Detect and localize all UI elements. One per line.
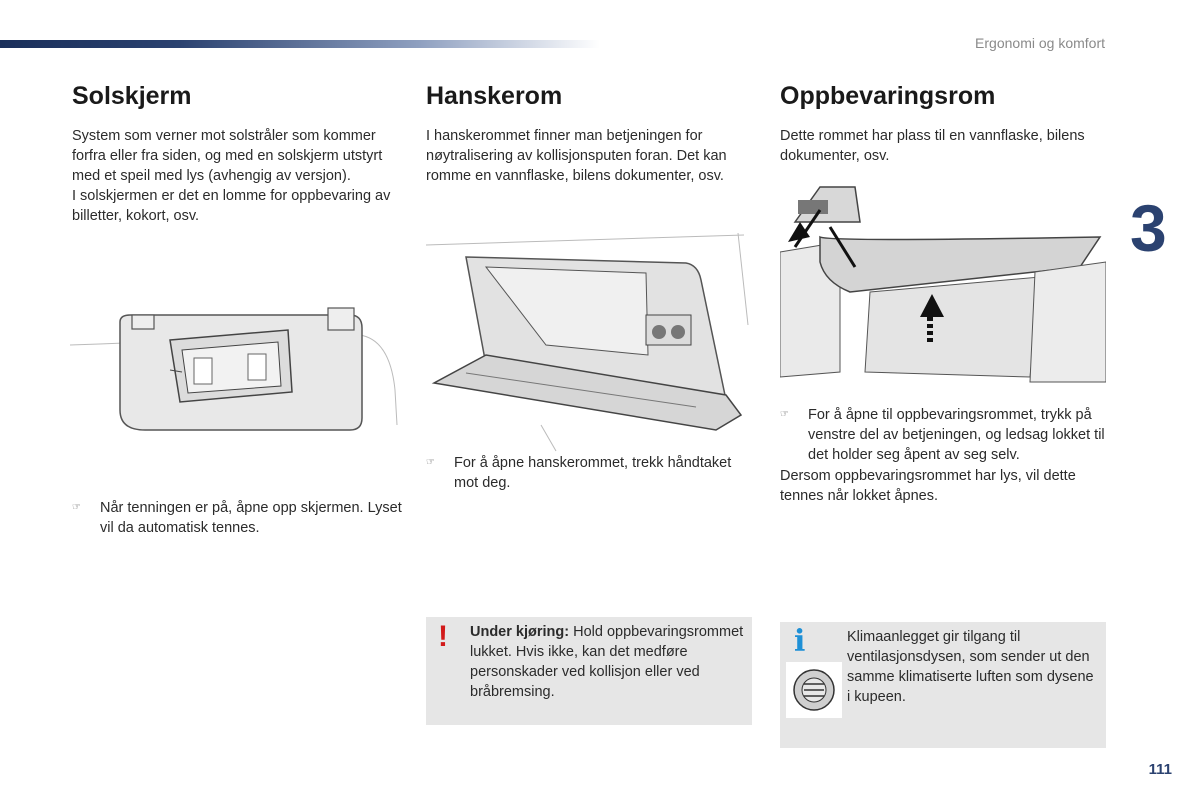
oppbevaringsrom-light-note: Dersom oppbevaringsrommet har lys, vil dette tennes når lokket åpnes. [780, 468, 1076, 504]
column-hanskerom [426, 80, 756, 186]
hanskerom-bullet [426, 453, 756, 493]
info-icon: i [794, 624, 806, 659]
info-text: Klimaanlegget gir tilgang til ventilasjonsdysen, som sender ut den samme klimatiserte luften som dysene i kupeen. [847, 629, 1094, 705]
info-box [780, 622, 1106, 748]
heading-hanskerom: Hanskerom [426, 82, 563, 110]
warning-icon: ! [438, 620, 448, 653]
column-solskjerm [72, 80, 402, 226]
warning-box [426, 617, 752, 725]
glovebox-illustration [426, 225, 756, 455]
solskjerm-paragraph-2: I solskjermen er det en lomme for oppbevaring av billetter, kokort, osv. [72, 188, 391, 224]
solskjerm-description [72, 126, 402, 226]
warning-text [470, 622, 745, 702]
bullet-icon: ☞ [426, 457, 435, 468]
chapter-number: 3 [1130, 191, 1167, 265]
page-number: 111 [1148, 761, 1172, 778]
bullet-icon: ☞ [780, 409, 789, 420]
oppbevaringsrom-bullet-text: For å åpne til oppbevaringsrommet, trykk på venstre del av betjeningen, og ledsag lokket til det holder seg åpent av seg selv. [808, 407, 1105, 463]
hanskerom-description: I hanskerommet finner man betjeningen for nøytralisering av kollisjonsputen foran. Det kan romme en vannflaske, bilens dokumenter, osv. [426, 128, 727, 184]
solskjerm-paragraph-1: System som verner mot solstråler som kommer forfra eller fra siden, og med en solskjerm utstyrt med et speil med lys (avhengig av versjon). [72, 128, 383, 184]
solskjerm-bullet-text: Når tenningen er på, åpne opp skjermen. Lyset vil da automatisk tennes. [100, 500, 402, 536]
section-title: Ergonomi og komfort [975, 35, 1105, 51]
bullet-icon: ☞ [72, 502, 81, 513]
solskjerm-bullet [72, 498, 402, 538]
heading-solskjerm: Solskjerm [72, 82, 192, 110]
header-color-bar [0, 40, 600, 48]
heading-oppbevaringsrom: Oppbevaringsrom [780, 82, 996, 110]
warning-label: Under kjøring: [470, 624, 570, 640]
column-oppbevaringsrom [780, 80, 1110, 166]
storage-compartment-illustration [780, 182, 1106, 397]
air-vent-icon [786, 662, 842, 718]
sun-visor-illustration [70, 300, 405, 450]
oppbevaringsrom-bullet [780, 405, 1110, 465]
oppbevaringsrom-description: Dette rommet har plass til en vannflaske, bilens dokumenter, osv. [780, 128, 1085, 164]
warning-body: Hold oppbevaringsrommet lukket. Hvis ikke, kan det medføre personskader ved kollisjon eller ved bråbremsing. [470, 624, 744, 700]
hanskerom-bullet-text: For å åpne hanskerommet, trekk håndtaket mot deg. [454, 455, 732, 491]
